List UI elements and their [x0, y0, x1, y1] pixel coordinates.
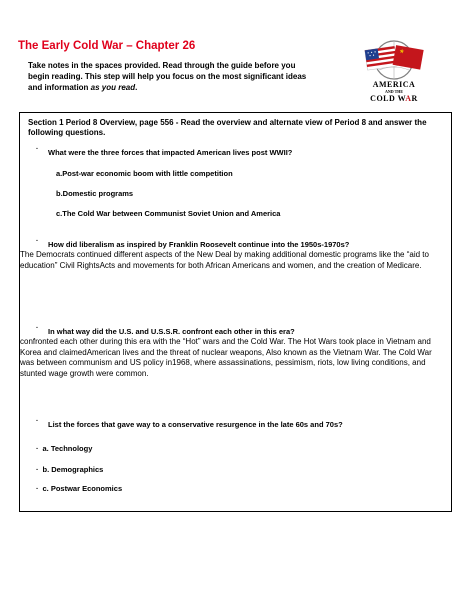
logo-text-cold-war: COLD WAR — [370, 94, 418, 103]
question-3-text: In what way did the U.S. and U.S.S.R. confront each other in this era? — [48, 327, 295, 336]
intro-emphasis: as you read — [90, 83, 136, 92]
logo-text-america: AMERICA — [372, 80, 416, 89]
bullet-icon: · — [36, 484, 39, 493]
question-1-option-a: a.Post-war economic boom with little competition — [56, 169, 233, 178]
bullet-icon: · — [36, 238, 39, 245]
section-heading: Section 1 Period 8 Overview, page 556 - Read the overview and alternate view of Period 8 and answer the following questions. — [28, 118, 427, 137]
question-3-answer[interactable]: confronted each other during this era with the “Hot” wars and the Cold War. The Hot Wars took place in Vietnam and Korea and claimedAmerican lives and the threat of nuclear weapons, Also known as the Vietnam War. The Cold War was between communism and US policy in1968, where assassinations, pessimism, riots, low living conditions, and stunted wage growth were common. — [20, 337, 432, 378]
intro-text: Take notes in the spaces provided. Read through the guide before you begin reading. This step will help you focus on the most significant ideas and information — [28, 61, 307, 92]
question-1-option-b: b.Domestic programs — [56, 189, 134, 198]
question-4-option-b: · b. Demographics — [36, 465, 104, 474]
question-2-text: How did liberalism as inspired by Franklin Roosevelt continue into the 1950s-1970s? — [48, 240, 350, 249]
question-4-text: List the forces that gave way to a conservative resurgence in the late 60s and 70s? — [48, 420, 343, 429]
question-1 — [36, 146, 293, 157]
america-cold-war-logo — [358, 38, 430, 112]
question-1-text: What were the three forces that impacted American lives post WWII? — [48, 148, 293, 157]
intro-instructions — [28, 60, 318, 93]
question-2-answer[interactable]: The Democrats continued different aspects of the New Deal by making additional domestic programs like the “aid to education” Civil RightsActs and movements for both African Americans and women, and the creation of Medicare. — [20, 250, 429, 270]
bullet-icon: · — [36, 465, 39, 474]
bullet-icon: · — [36, 146, 39, 153]
intro-period: . — [135, 83, 138, 92]
page-title: The Early Cold War – Chapter 26 — [18, 40, 196, 52]
bullet-icon: · — [36, 444, 39, 453]
svg-text:★: ★ — [398, 47, 405, 56]
bullet-icon: · — [36, 418, 39, 425]
question-4-option-a: · a. Technology — [36, 444, 93, 453]
flags-globe-icon — [358, 38, 430, 80]
question-3 — [36, 325, 295, 336]
logo-text-and-the: AND THE — [384, 89, 404, 94]
question-4 — [36, 418, 343, 429]
question-2 — [36, 238, 350, 249]
question-4-option-c: · c. Postwar Economics — [36, 484, 123, 493]
bullet-icon: · — [36, 325, 39, 332]
question-1-option-c: c.The Cold War between Communist Soviet Union and America — [56, 209, 281, 218]
